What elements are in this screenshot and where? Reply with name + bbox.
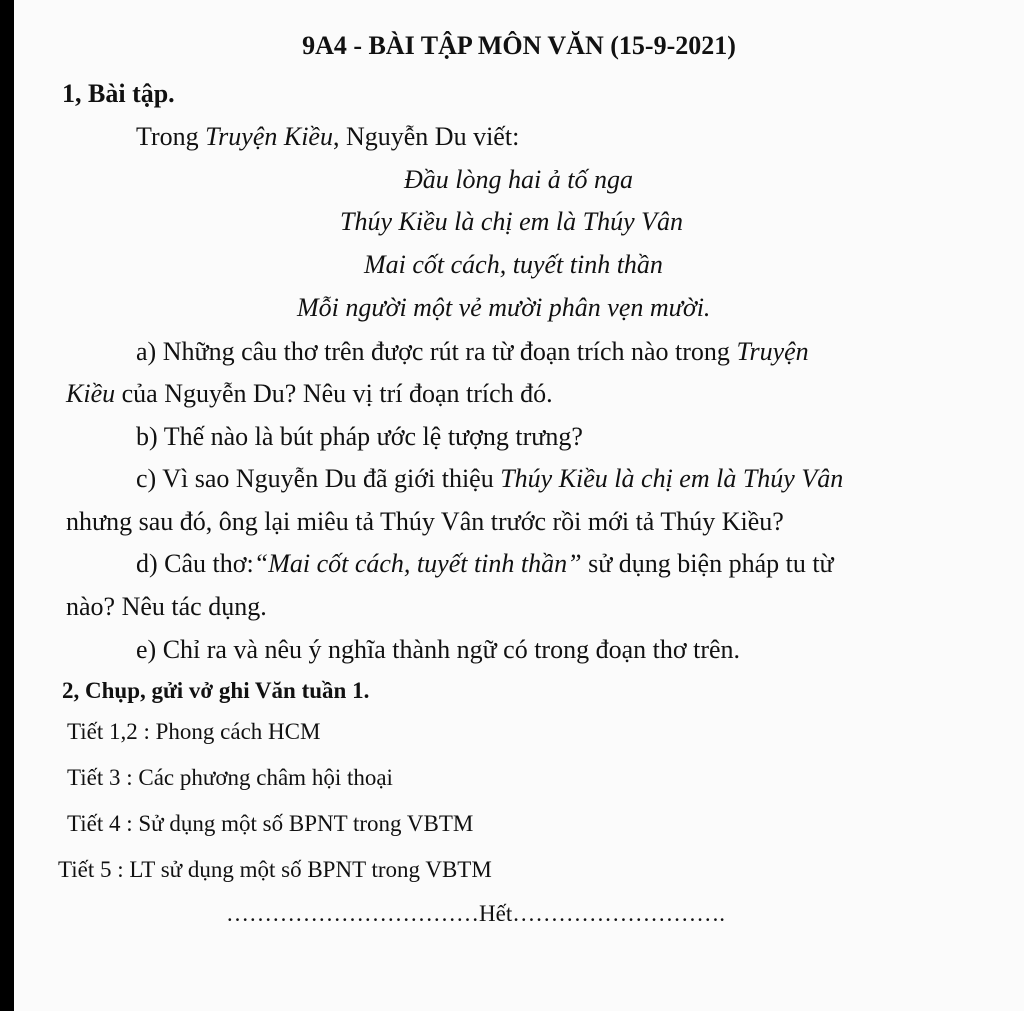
document-page [14, 0, 1024, 1011]
question-d-text: d) Câu thơ: [136, 549, 254, 578]
lesson-item-4: Tiết 5 : LT sử dụng một số BPNT trong VBTM [58, 857, 492, 882]
poem-line-1: Đầu lòng hai ả tố nga [404, 165, 633, 194]
question-a-text-2: của Nguyễn Du? Nêu vị trí đoạn trích đó. [115, 379, 553, 408]
lesson-item-3: Tiết 4 : Sử dụng một số BPNT trong VBTM [67, 811, 474, 836]
intro-pre: Trong [136, 122, 206, 151]
question-b: b) Thế nào là bút pháp ước lệ tượng trưng? [136, 422, 583, 451]
question-a-italic-2: Kiều [66, 379, 116, 408]
intro-line [136, 121, 519, 153]
question-a-text: a) Những câu thơ trên được rút ra từ đoạn trích nào trong [136, 337, 737, 366]
end-label: Hết [479, 901, 513, 926]
intro-work-title: Truyện Kiều [205, 122, 333, 151]
end-dots-left: …………………………… [226, 901, 479, 926]
poem-line-4: Mỗi người một vẻ mười phân vẹn mười. [297, 293, 711, 322]
question-d-line-2: nào? Nêu tác dụng. [66, 592, 267, 621]
question-a-line-1 [136, 336, 809, 368]
question-c-line-1 [136, 463, 843, 495]
question-a-italic: Truyện [736, 337, 809, 366]
question-e: e) Chỉ ra và nêu ý nghĩa thành ngữ có trong đoạn thơ trên. [136, 635, 741, 664]
poem-line-2: Thúy Kiều là chị em là Thúy Vân [340, 207, 684, 236]
poem-line-3: Mai cốt cách, tuyết tinh thần [364, 250, 663, 279]
document-title: 9A4 - BÀI TẬP MÔN VĂN (15-9-2021) [302, 31, 736, 60]
question-d-quote: “Mai cốt cách, tuyết tinh thần” [253, 549, 582, 578]
intro-post: , Nguyễn Du viết: [332, 122, 520, 151]
lesson-item-2: Tiết 3 : Các phương châm hội thoại [67, 765, 393, 790]
question-c-line-2: nhưng sau đó, ông lại miêu tả Thúy Vân trước rồi mới tả Thúy Kiều? [66, 507, 784, 536]
section1-heading: 1, Bài tập. [62, 79, 175, 108]
end-dots-right: ………………………. [512, 901, 725, 926]
lesson-item-1: Tiết 1,2 : Phong cách HCM [67, 719, 321, 744]
question-c-italic: Thúy Kiều là chị em là Thúy Vân [500, 464, 844, 493]
end-marker [226, 898, 725, 930]
question-a-line-2 [66, 378, 553, 410]
question-c-text: c) Vì sao Nguyễn Du đã giới thiệu [136, 464, 501, 493]
question-d-line-1 [136, 548, 834, 580]
section2-heading: 2, Chụp, gửi vở ghi Văn tuần 1. [62, 678, 370, 703]
question-d-tail: sử dụng biện pháp tu từ [581, 549, 834, 578]
